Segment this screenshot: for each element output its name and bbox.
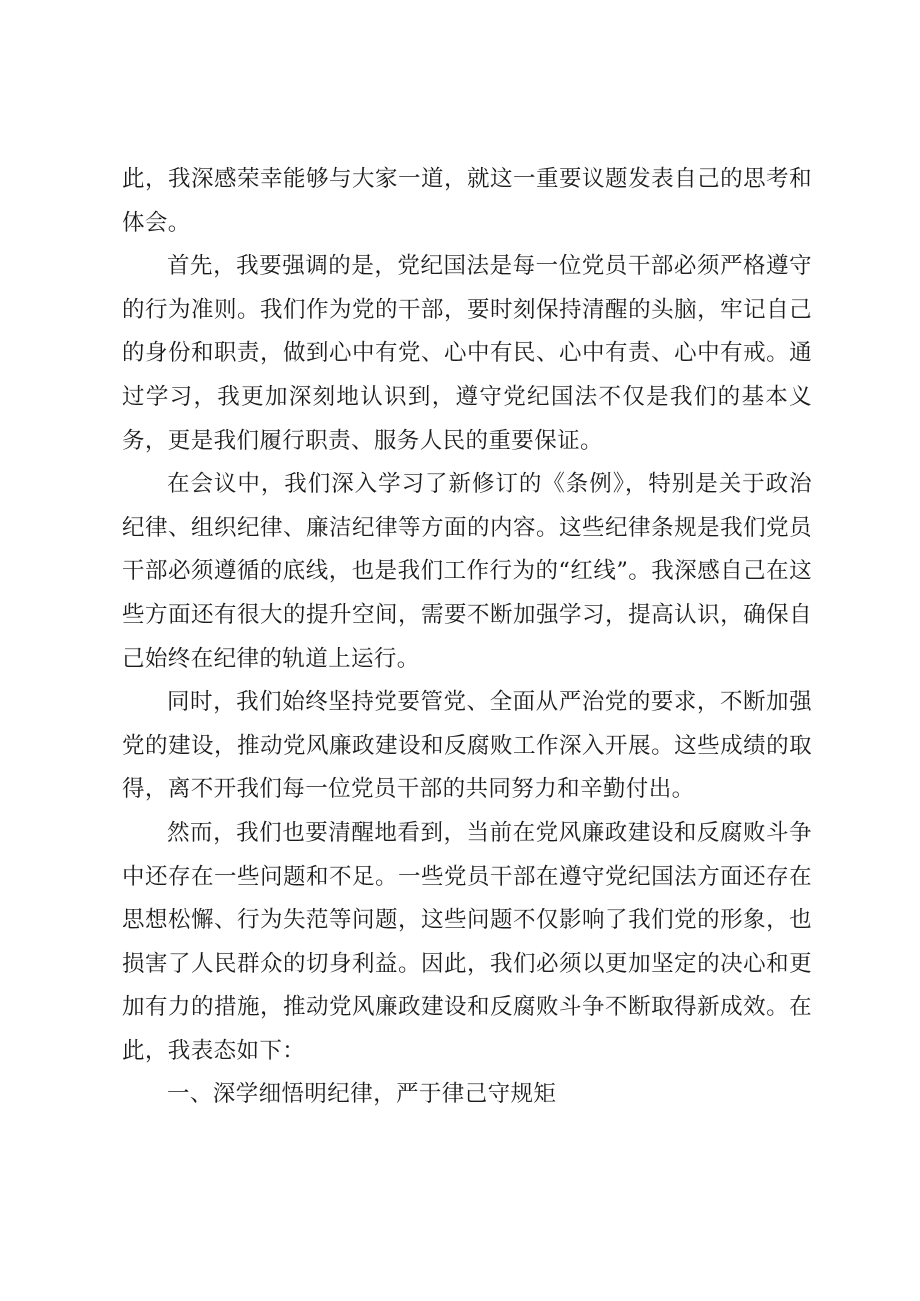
paragraph-continuation: 此，我深感荣幸能够与大家一道，就这一重要议题发表自己的思考和体会。	[122, 166, 812, 236]
paragraph-party-building: 同时，我们始终坚持党要管党、全面从严治党的要求，不断加强党的建设，推动党风廉政建设和反腐败工作深入开展。这些成绩的取得，离不开我们每一位党员干部的共同努力和辛勤付出。	[122, 689, 812, 803]
paragraph-discipline-norms: 首先，我要强调的是，党纪国法是每一位党员干部必须严格遵守的行为准则。我们作为党的干部，要时刻保持清醒的头脑，牢记自己的身份和职责，做到心中有党、心中有民、心中有责、心中有戒。通过学习，我更加深刻地认识到，遵守党纪国法不仅是我们的基本义务，更是我们履行职责、服务人民的重要保证。	[122, 253, 812, 454]
document-body	[122, 158, 812, 1117]
section-heading-one: 一、深学细悟明纪律，严于律己守规矩	[167, 1081, 557, 1108]
paragraph-problems-and-pledge: 然而，我们也要清醒地看到，当前在党风廉政建设和反腐败斗争中还存在一些问题和不足。一些党员干部在遵守党纪国法方面还存在思想松懈、行为失范等问题，这些问题不仅影响了我们党的形象，也损害了人民群众的切身利益。因此，我们必须以更加坚定的决心和更加有力的措施，推动党风廉政建设和反腐败斗争不断取得新成效。在此，我表态如下：	[122, 819, 812, 1064]
paragraph-regulations-study: 在会议中，我们深入学习了新修订的《条例》，特别是关于政治纪律、组织纪律、廉洁纪律等方面的内容。这些纪律条规是我们党员干部必须遵循的底线，也是我们工作行为的“红线”。我深感自己在这些方面还有很大的提升空间，需要不断加强学习，提高认识，确保自己始终在纪律的轨道上运行。	[122, 471, 812, 672]
